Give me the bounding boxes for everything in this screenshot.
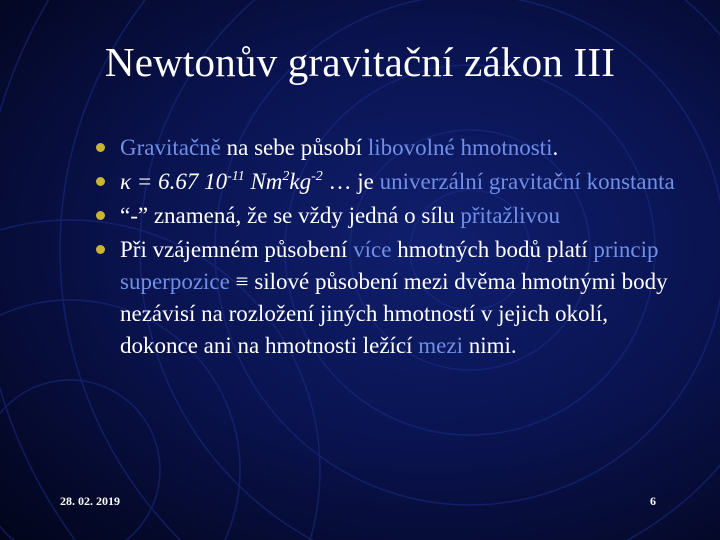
highlight-text: princip superpozice	[120, 237, 659, 294]
constant-value: = 6.67 10	[131, 169, 228, 194]
bullet-text: nimi.	[462, 333, 517, 358]
bullet-text: … je	[322, 169, 380, 194]
bullet-text: na sebe působí	[220, 135, 368, 160]
slide-title: Newtonův gravitační zákon III	[104, 39, 616, 85]
unit: kg	[289, 169, 312, 194]
bullet-list	[96, 132, 686, 364]
bullet-text: Při vzájemném působení	[120, 237, 354, 262]
bullet-text: .	[552, 135, 559, 160]
bullet-icon	[96, 245, 105, 254]
bullet-item	[96, 200, 686, 232]
exponent: -11	[227, 169, 245, 184]
page-number: 6	[650, 494, 656, 508]
bullet-text: hmotných bodů platí	[391, 237, 594, 262]
bullet-item	[96, 234, 686, 362]
highlight-text: univerzální gravitační konstanta	[379, 169, 675, 194]
highlight-text: Gravitačně	[120, 135, 221, 160]
exponent: 2	[282, 169, 290, 184]
bullet-text: ≡ silové působení mezi dvěma hmotnými body nezávisí na rozložení jiných hmotností v jejich okolí, dokonce ani na hmotnosti ležící	[120, 269, 668, 358]
bullet-icon	[96, 211, 105, 220]
bullet-item	[96, 166, 686, 198]
unit: Nm	[244, 169, 283, 194]
bullet-icon	[96, 143, 105, 152]
highlight-text: mezi	[418, 333, 463, 358]
bullet-icon	[96, 177, 105, 186]
bullet-text: “-” znamená, že se vždy jedná o sílu	[120, 203, 461, 228]
highlight-text: libovolné hmotnosti	[367, 135, 553, 160]
highlight-text: více	[353, 237, 392, 262]
highlight-text: přitažlivou	[460, 203, 561, 228]
kappa-symbol: κ	[120, 169, 132, 194]
exponent: -2	[311, 169, 323, 184]
footer-date: 28. 02. 2019	[60, 494, 120, 508]
bullet-item	[96, 132, 686, 164]
